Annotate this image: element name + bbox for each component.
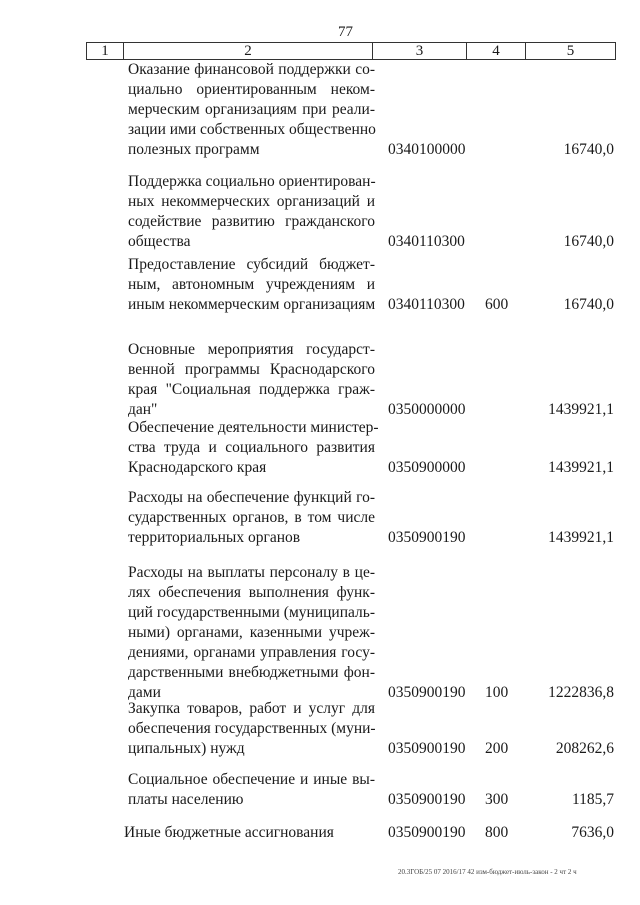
row-amount: 1439921,1: [548, 529, 614, 546]
description-line: ций государственными (муниципаль-: [128, 604, 375, 621]
row-code: 0350900000: [388, 459, 466, 476]
row-amount: 16740,0: [563, 141, 614, 158]
description-line: платы населению: [128, 791, 244, 808]
row-code: 0350900190: [388, 684, 466, 701]
row-description: [128, 488, 375, 548]
description-line: дениями, органами управления госу-: [128, 644, 375, 661]
description-line: содействие развитию гражданского: [128, 213, 375, 230]
description-line: лях обеспечения выполнения функ-: [128, 584, 375, 601]
row-code: 0340110300: [388, 233, 465, 250]
description-line: территориальных органов: [128, 529, 301, 546]
row-expense-type: 100: [485, 684, 509, 701]
row-code: 0350900190: [388, 824, 466, 841]
description-line: дами: [128, 684, 161, 701]
description-line: дан": [128, 401, 158, 418]
description-line: дарственными внебюджетными фон-: [128, 664, 375, 681]
description-line: мерческим организациям при реали-: [128, 101, 375, 118]
row-code: 0350000000: [388, 401, 466, 418]
header-col-4: 4: [467, 43, 526, 59]
row-description: [128, 563, 375, 703]
description-line: Социальное обеспечение и иные вы-: [128, 771, 375, 788]
header-col-2: 2: [124, 43, 373, 59]
description-line: Краснодарского края: [128, 459, 267, 476]
description-line: Поддержка социально ориентирован-: [128, 173, 376, 190]
description-line: Иные бюджетные ассигнования: [124, 824, 334, 841]
description-line: Расходы на обеспечение функций го-: [128, 489, 375, 506]
description-line: Обеспечение деятельности министер-: [128, 419, 379, 436]
row-description: [128, 255, 375, 315]
row-expense-type: 600: [485, 296, 509, 313]
description-line: ными) органами, казенными учреж-: [128, 624, 375, 641]
description-line: обеспечения государственных (муни-: [128, 720, 376, 737]
row-amount: 1222836,8: [548, 684, 614, 701]
description-line: Оказание финансовой поддержки со-: [128, 61, 375, 78]
page-number: 77: [338, 24, 353, 40]
description-line: Предоставление субсидий бюджет-: [128, 256, 375, 273]
description-line: полезных программ: [128, 141, 260, 158]
row-amount: 1439921,1: [548, 401, 614, 418]
description-line: циально ориентированным неком-: [128, 81, 375, 98]
description-line: ства труда и социального развития: [128, 439, 375, 456]
row-expense-type: 800: [485, 824, 509, 841]
header-col-5: 5: [566, 43, 575, 59]
description-line: ципальных) нужд: [128, 740, 245, 757]
row-code: 0350900190: [388, 740, 466, 757]
row-amount: 1185,7: [571, 791, 614, 808]
footer-note: 20.3ГОБ/25 07 2016/17 42 изм-бюджет-июль-закон - 2 чт 2 ч: [398, 868, 577, 876]
row-expense-type: 300: [485, 791, 509, 808]
description-line: сударственных органов, в том числе: [128, 509, 375, 526]
row-code: 0340100000: [388, 141, 466, 158]
row-description: [124, 823, 371, 843]
header-col-3: 3: [373, 43, 467, 59]
description-line: края "Социальная поддержка граж-: [128, 381, 375, 398]
description-line: Расходы на выплаты персоналу в це-: [128, 564, 375, 581]
description-line: ным, автономным учреждениям и: [128, 276, 375, 293]
row-amount: 16740,0: [563, 296, 614, 313]
row-expense-type: 200: [485, 740, 509, 757]
description-line: иным некоммерческим организациям: [128, 296, 376, 313]
row-code: 0350900190: [388, 529, 466, 546]
row-amount: 208262,6: [555, 740, 614, 757]
row-description: [128, 418, 379, 478]
row-code: 0350900190: [388, 791, 466, 808]
description-line: Закупка товаров, работ и услуг для: [128, 700, 375, 717]
row-description: [128, 60, 375, 160]
row-description: [128, 770, 375, 810]
table-header: [86, 42, 616, 60]
description-line: Основные мероприятия государст-: [128, 341, 375, 358]
row-amount: 16740,0: [563, 233, 614, 250]
row-amount: 7636,0: [571, 824, 614, 841]
row-description: [128, 172, 375, 252]
header-col-1: 1: [87, 43, 124, 59]
description-line: зации ими собственных общественно: [128, 121, 376, 138]
row-description: [128, 340, 375, 420]
row-description: [128, 699, 375, 759]
row-amount: 1439921,1: [548, 459, 614, 476]
description-line: общества: [128, 233, 191, 250]
row-code: 0340110300: [388, 296, 465, 313]
description-line: ных некоммерческих организаций и: [128, 193, 375, 210]
description-line: венной программы Краснодарского: [128, 361, 375, 378]
